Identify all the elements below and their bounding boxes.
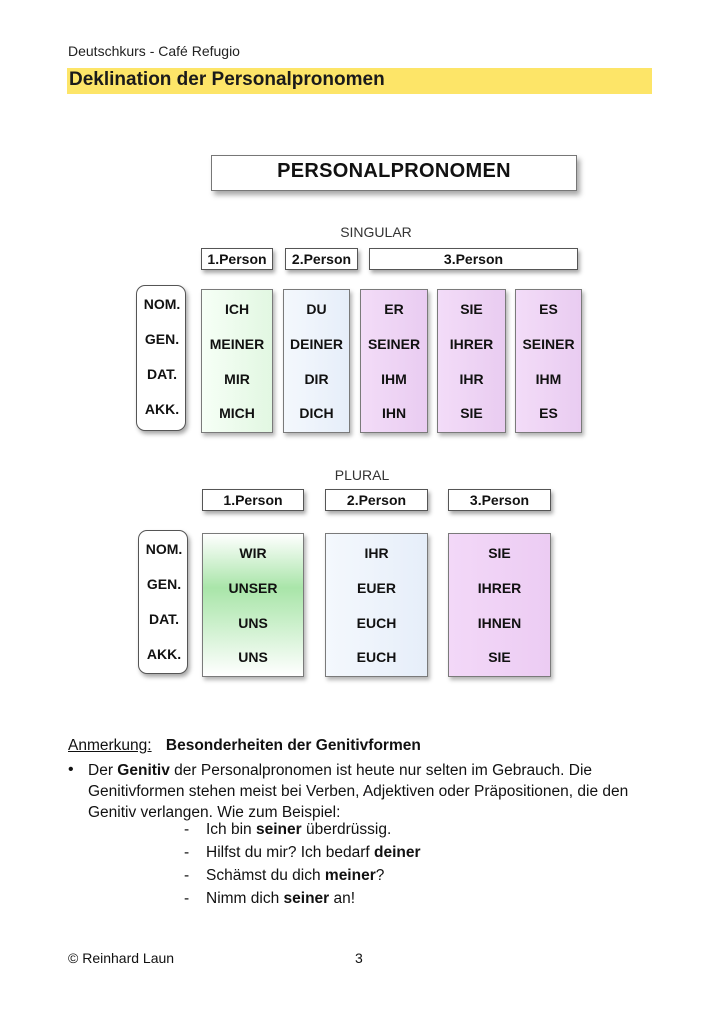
singular-column-sie xyxy=(437,289,506,433)
singular-label: SINGULAR xyxy=(340,224,412,240)
bullet-icon: • xyxy=(68,761,74,778)
form-cell: IHR xyxy=(459,371,484,387)
plural-case-column xyxy=(138,530,188,674)
form-cell: EUER xyxy=(357,580,396,596)
singular-person-1: 1.Person xyxy=(201,248,273,270)
form-cell: SIE xyxy=(488,649,511,665)
plural-person-1: 1.Person xyxy=(202,489,304,511)
bold-run: meiner xyxy=(324,867,376,884)
text-run: Der xyxy=(88,762,118,779)
singular-person-2: 2.Person xyxy=(285,248,358,270)
bold-run: seiner xyxy=(283,890,330,907)
form-cell: UNSER xyxy=(228,580,278,596)
example-line xyxy=(206,890,355,908)
singular-case-column xyxy=(136,285,186,431)
case-dat: DAT. xyxy=(146,366,178,382)
note-label: Anmerkung: xyxy=(68,737,152,754)
case-nom: NOM. xyxy=(145,541,183,557)
form-cell: SIE xyxy=(460,301,483,317)
note-heading-line xyxy=(68,737,421,755)
text-run: Hilfst du mir? Ich bedarf xyxy=(206,844,374,861)
singular-person-3: 3.Person xyxy=(369,248,578,270)
text-run: Nimm dich xyxy=(206,890,284,907)
title-highlight xyxy=(67,68,652,94)
diagram-title: PERSONALPRONOMEN xyxy=(277,160,511,182)
singular-column-du xyxy=(283,289,350,433)
plural-column-sie xyxy=(448,533,551,677)
plural-person-2: 2.Person xyxy=(325,489,428,511)
bold-run: seiner xyxy=(255,821,302,838)
form-cell: WIR xyxy=(239,545,267,561)
case-nom: NOM. xyxy=(143,296,181,312)
form-cell: SIE xyxy=(460,405,483,421)
case-gen: GEN. xyxy=(146,576,182,592)
example-line xyxy=(206,821,391,839)
page-number: 3 xyxy=(355,950,363,966)
form-cell: IHR xyxy=(364,545,389,561)
example-line xyxy=(206,867,384,885)
diagram-title-box xyxy=(211,155,577,191)
form-cell: IHN xyxy=(381,405,407,421)
text-run: Schämst du dich xyxy=(206,867,325,884)
form-cell: DIR xyxy=(304,371,329,387)
case-gen: GEN. xyxy=(144,331,180,347)
dash-icon: - xyxy=(184,844,190,861)
form-cell: EUCH xyxy=(356,615,397,631)
page-title: Deklination der Personalpronomen xyxy=(69,69,385,90)
singular-column-es xyxy=(515,289,582,433)
form-cell: EUCH xyxy=(356,649,397,665)
form-cell: ER xyxy=(384,301,404,317)
bold-run: deiner xyxy=(373,844,421,861)
text-run: Ich bin xyxy=(206,821,256,838)
text-run: der Personalpronomen ist heute nur selten im Gebrauch. Die Genitivformen stehen meist bei Verben, Adjektiven oder Präpositionen, die den Genitiv verlangen. Wie zum Beispiel: xyxy=(88,762,629,821)
form-cell: DEINER xyxy=(290,336,343,352)
singular-column-ich xyxy=(201,289,273,433)
case-dat: DAT. xyxy=(148,611,180,627)
singular-column-er xyxy=(360,289,428,433)
form-cell: IHNEN xyxy=(477,615,522,631)
form-cell: ICH xyxy=(224,301,250,317)
form-cell: IHRER xyxy=(477,580,522,596)
form-cell: SIE xyxy=(488,545,511,561)
form-cell: SEINER xyxy=(367,336,421,352)
form-cell: IHM xyxy=(535,371,562,387)
text-run: überdrüssig. xyxy=(301,821,392,838)
form-cell: MIR xyxy=(224,371,250,387)
form-cell: UNS xyxy=(238,649,268,665)
footer-author: © Reinhard Laun xyxy=(68,950,175,966)
plural-column-wir xyxy=(202,533,304,677)
text-run: ? xyxy=(375,867,385,884)
dash-icon: - xyxy=(184,867,190,884)
case-akk: AKK. xyxy=(146,646,182,662)
plural-person-3: 3.Person xyxy=(448,489,551,511)
form-cell: UNS xyxy=(238,615,268,631)
course-header: Deutschkurs - Café Refugio xyxy=(68,43,240,59)
example-line xyxy=(206,844,421,862)
dash-icon: - xyxy=(184,890,190,907)
bold-run: Genitiv xyxy=(117,762,170,779)
case-akk: AKK. xyxy=(144,401,180,417)
form-cell: ES xyxy=(539,405,558,421)
form-cell: DU xyxy=(306,301,327,317)
note-bullet-text xyxy=(88,760,658,823)
form-cell: ES xyxy=(539,301,558,317)
note-heading: Besonderheiten der Genitivformen xyxy=(165,737,421,754)
form-cell: IHRER xyxy=(449,336,494,352)
form-cell: MICH xyxy=(219,405,255,421)
form-cell: DICH xyxy=(299,405,334,421)
form-cell: SEINER xyxy=(522,336,575,352)
text-run: an! xyxy=(329,890,356,907)
plural-column-ihr xyxy=(325,533,428,677)
dash-icon: - xyxy=(184,821,190,838)
form-cell: IHM xyxy=(381,371,407,387)
form-cell: MEINER xyxy=(209,336,265,352)
plural-label: PLURAL xyxy=(334,467,390,483)
